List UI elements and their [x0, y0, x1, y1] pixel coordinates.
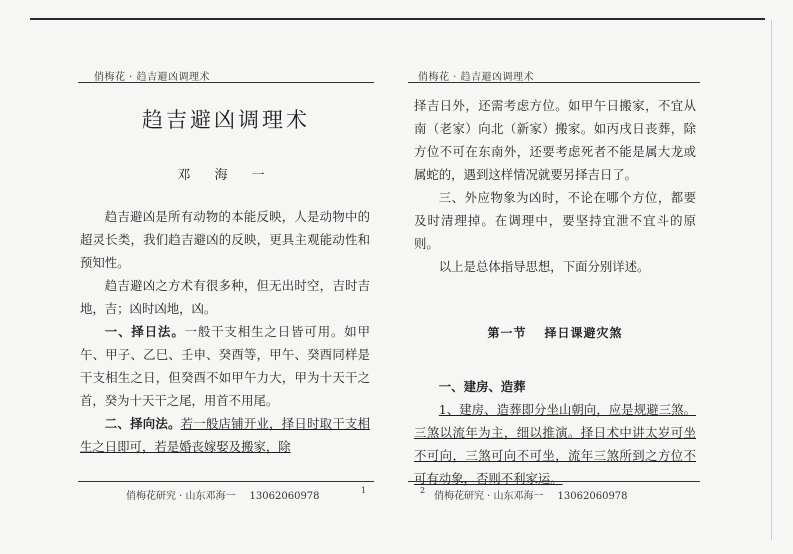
right-footer: 俏梅花研究 · 山东邓海一 13062060978 [434, 491, 628, 502]
right-page-number: 2 [420, 486, 426, 495]
right-footer-rule [408, 481, 700, 482]
paragraph-lead: 二、择向法。 [104, 416, 181, 431]
right-page [408, 0, 700, 554]
paragraph: 趋吉避凶是所有动物的本能反映，人是动物中的超灵长类，我们趋吉避凶的反映，更具主观能动性和预知性。 [80, 209, 370, 270]
paragraph: 三、外应物象为凶时，不论在哪个方位，都要及时清理掉。在调理中，要坚持宜泄不宜斗的原则。 [414, 190, 696, 251]
section-title: 择日课避灾煞 [544, 326, 623, 340]
right-header-rule [408, 82, 700, 83]
article-title: 趋吉避凶调理术 [142, 108, 310, 132]
right-running-header: 俏梅花 · 趋吉避凶调理术 [418, 72, 535, 83]
left-page [78, 0, 374, 554]
section-number: 第一节 [487, 326, 527, 340]
footer-phone: 13062060978 [249, 491, 320, 502]
paragraph: 一、择日法。一般干支相生之日皆可用。如甲午、甲子、乙巳、壬申、癸酉等，甲午、癸酉同样是干支相生之日，但癸酉不如甲午力大，甲为十天干之首，癸为十天干之尾，用首不用尾。 [80, 324, 371, 408]
left-running-header: 俏梅花 · 趋吉避凶调理术 [94, 72, 211, 83]
left-header-rule [78, 82, 374, 83]
paragraph-lead: 一、择日法。 [104, 324, 185, 339]
left-page-number: 1 [360, 486, 366, 495]
left-body-text [80, 205, 370, 458]
footer-phone: 13062060978 [557, 491, 628, 502]
section-heading [414, 322, 696, 345]
subheading: 一、建房、造葬 [438, 379, 526, 394]
right-edge-line [771, 20, 772, 540]
left-footer-rule [78, 481, 374, 482]
article-author: 邓 海 一 [177, 168, 275, 183]
right-body-text [414, 94, 696, 490]
paragraph: 趋吉避凶之方术有很多种，但无出时空，吉时吉地，吉；凶时凶地，凶。 [80, 278, 370, 316]
paragraph: 以上是总体指导思想，下面分别详述。 [438, 259, 650, 274]
paragraph: 1、建房、造葬即分坐山朝向，应是规避三煞。三煞以流年为主，细以推演。择日术中讲太岁可坐不可向，三煞可向不可坐，流年三煞所到之方位不可有动象，否则不利家运。 [414, 402, 696, 486]
left-footer: 俏梅花研究 · 山东邓海一 13062060978 [126, 491, 320, 502]
paragraph: 择吉日外，还需考虑方位。如甲午日搬家，不宜从南（老家）向北（新家）搬家。如丙戌日丧葬，除方位不可在东南外，还要考虑死者不能是属大龙或属蛇的，遇到这样情况就要另择吉日了。 [414, 98, 696, 182]
paragraph: 二、择向法。若一般店铺开业，择日时取干支相生之日即可，若是婚丧嫁娶及搬家，除 [80, 416, 370, 454]
